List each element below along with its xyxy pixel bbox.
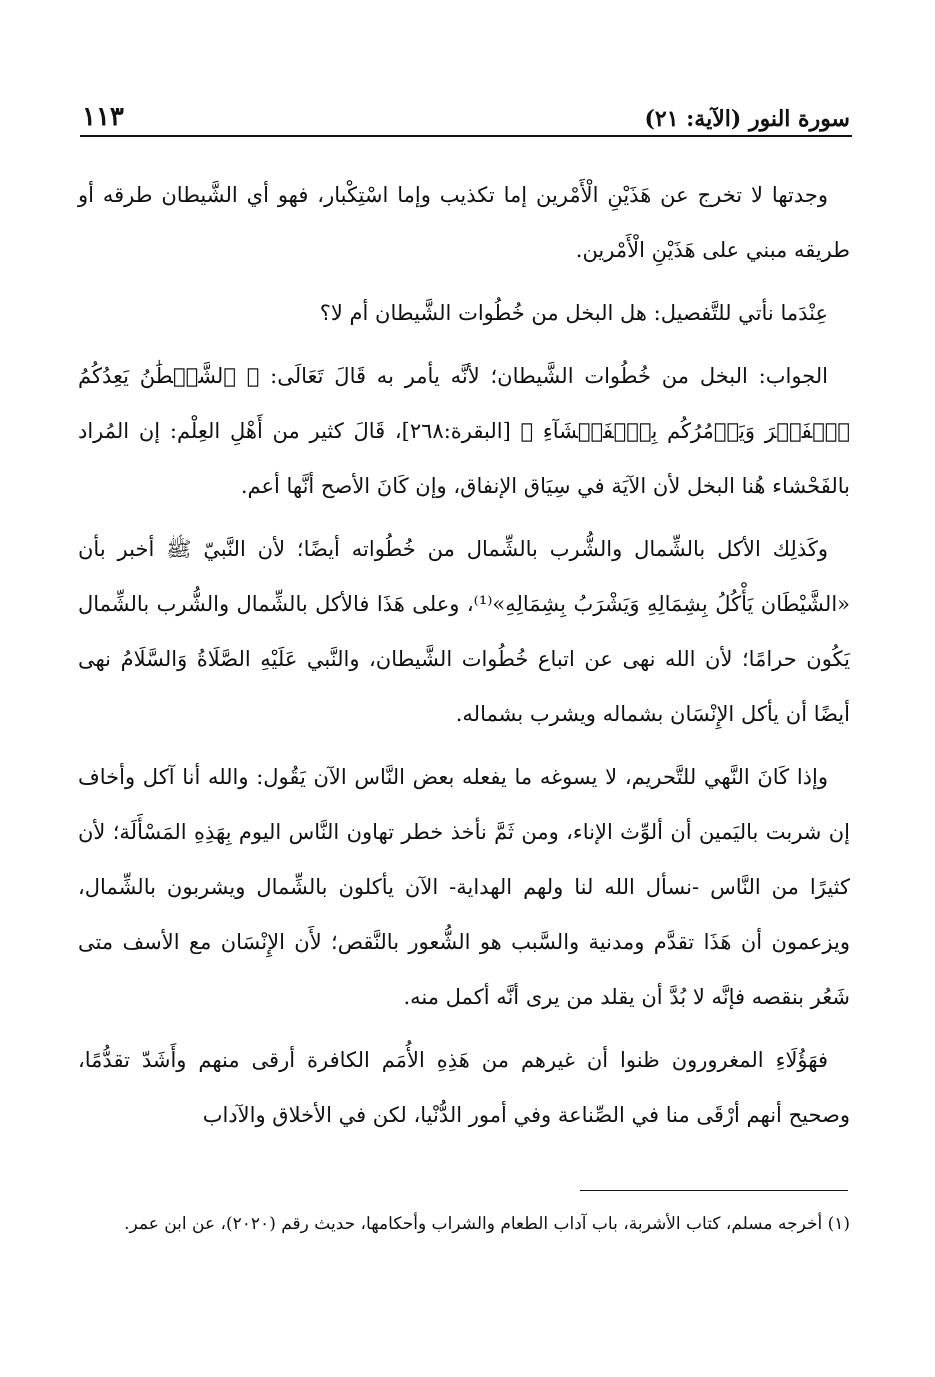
- paragraph: عِنْدَما نأتي للتَّفصيل: هل البخل من خُطُوات الشَّيطان أم لا؟: [319, 301, 828, 325]
- paragraph: الجواب: البخل من خُطُوات الشَّيطان؛ لأنَّه يأمر به قَالَ تَعَالَى: ﴿ ٱلشَّيۡطَٰنُ يَعِدُكُمُ ٱلۡفَقۡرَ وَيَأۡمُرُكُم بِٱلۡفَحۡشَآءِ ﴾ [البقرة:٢٦٨]، قَالَ كثير من أَهْلِ العِلْم: إن المُراد بالفَحْشاء هُنا البخل لأن الآيَة في سِيَاق الإنفاق، وإن كَانَ الأصح أنَّها أعم.: [78, 364, 851, 498]
- paragraph: وإذا كَانَ النَّهي للتَّحريم، لا يسوغه ما يفعله بعض النَّاس الآن يَقُول: والله أنا آكل وأخاف إن شربت باليَمين أن ألوِّث الإناء، ومن ثَمَّ نأخذ خطر تهاون النَّاس اليوم بِهَذِهِ المَسْأَلَة؛ لأن كثيرًا من النَّاس -نسأل الله لنا ولهم الهداية- الآن يأكلون بالشِّمال ويشربون بالشِّمال، ويزعمون أن هَذَا تقدَّم ومدنية والسَّبب هو الشُّعور بالنَّقص؛ لأَن الإِنْسَان مع الأسف متى شَعُر بنقصه فإنَّه لا بُدَّ أن يقلد من يرى أنَّه أكمل منه.: [78, 765, 850, 1009]
- footnote: (١) أخرجه مسلم، كتاب الأشربة، باب آداب الطعام والشراب وأحكامها، حديث رقم (٢٠٢٠)، عن ابن عمر.: [124, 1214, 850, 1234]
- paragraph: وجدتها لا تخرج عن هَذَيْنِ الْأَمْرين إما تكذيب وإما اسْتِكْبار، فهو أي الشَّيطان طرقه أو طريقه مبني على هَذَيْنِ الْأَمْرين.: [78, 183, 850, 262]
- page-number: ١١٣: [82, 102, 124, 132]
- footnote-rule: [580, 1190, 848, 1191]
- running-title: سورة النور (الآية: ٢١): [644, 106, 850, 132]
- header-rule: [80, 135, 852, 137]
- paragraph: وكَذلِك الأكل بالشِّمال والشُّرب بالشِّمال من خُطُواته أيضًا؛ لأن النَّبيّ ﷺ أخبر بأن «الشَّيْطَان يَأْكُلُ بِشِمَالِهِ وَيَشْرَبُ بِشِمَالِهِ»⁽¹⁾، وعلى هَذَا فالأكل بالشِّمال والشُّرب بالشِّمال يَكُون حرامًا؛ لأن الله نهى عن اتباع خُطُوات الشَّيطان، والنَّبي عَلَيْهِ الصَّلَاةُ وَالسَّلَامُ نهى أيضًا أن يأكل الإِنْسَان بشماله ويشرب بشماله.: [78, 537, 850, 726]
- page-header: [82, 92, 850, 132]
- paragraph: فهَؤُلَاءِ المغرورون ظنوا أن غيرهم من هَذِهِ الأُمَم الكافرة أرقى منهم وأَشَدّ تقدُّمًا، وصحيح أنهم أرْقَى منا في الصِّناعة وفي أمور الدُّنْيا، لكن في الأخلاق والآداب: [78, 1048, 850, 1127]
- body-text: [78, 168, 850, 1151]
